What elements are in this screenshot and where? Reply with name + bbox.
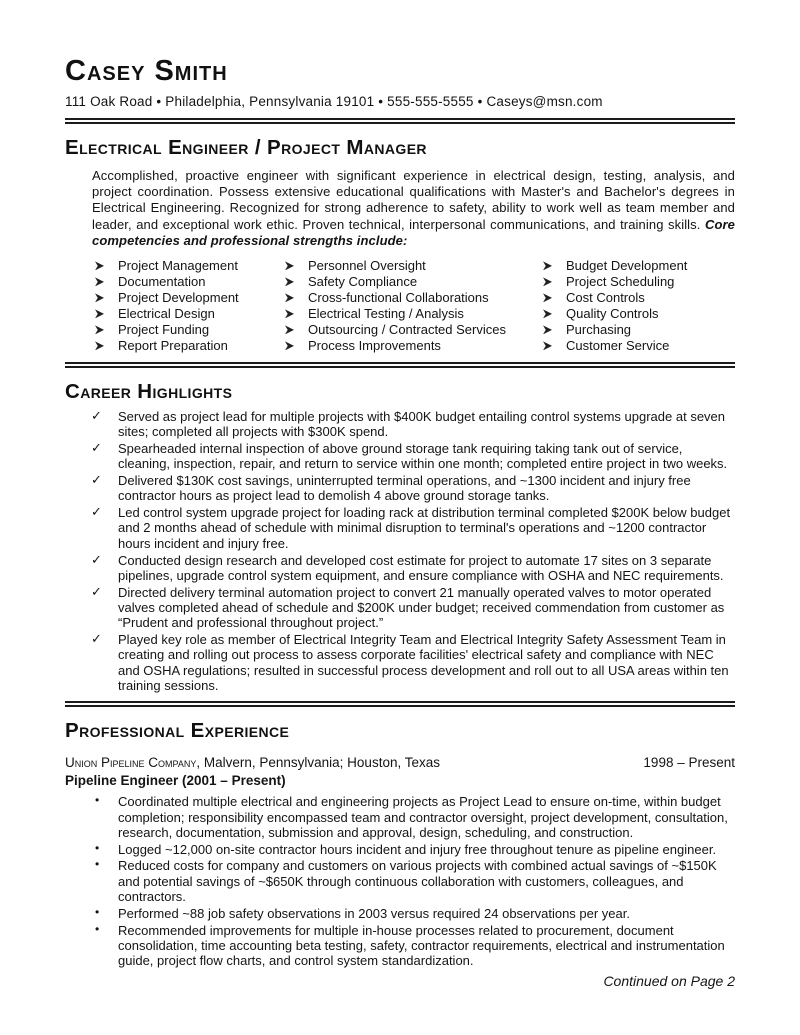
arrowhead-bullet-icon [543, 325, 552, 334]
highlight-text: Conducted design research and developed cost estimate for project to automate 17 sites on 3 separate pipelines, upgrade control system equipment, and ensure compliance with OSHA and NEC requirements. [118, 552, 724, 583]
competency-label: Project Development [118, 289, 239, 305]
dot-bullet-icon: • [95, 904, 100, 919]
arrowhead-bullet-icon [95, 309, 104, 318]
competency-label: Project Funding [118, 321, 210, 337]
summary-text: Accomplished, proactive engineer with significant experience in electrical design, testing, analysis, and project coordination. Possess extensive educational qualifications with Master's and Bachelor's degrees in Electrical Engineering. Recognized for strong adherence to safety, ability to work well as team member and leader, and exceptional work ethic. Proven technical, interpersonal communications, and training skills. [92, 167, 735, 232]
checkmark-bullet-icon: ✓ [91, 552, 102, 568]
section-heading-experience: Professional Experience [65, 719, 290, 743]
person-name: Casey Smith [65, 55, 228, 87]
arrowhead-bullet-icon [543, 293, 552, 302]
competency-item [95, 274, 285, 290]
arrowhead-bullet-icon [543, 341, 552, 350]
competency-label: Personnel Oversight [308, 257, 426, 273]
highlight-item [65, 585, 735, 631]
arrowhead-bullet-icon [95, 325, 104, 334]
competency-item [543, 274, 735, 290]
competency-label: Project Management [118, 257, 238, 273]
competency-item [285, 338, 543, 354]
competency-item [95, 338, 285, 354]
checkmark-bullet-icon: ✓ [91, 408, 102, 424]
checkmark-bullet-icon: ✓ [91, 505, 102, 521]
checkmark-bullet-icon: ✓ [91, 473, 102, 489]
highlight-text: Played key role as member of Electrical Integrity Team and Electrical Integrity Safety Assessment Team in creating and rolling out process to assess corporate facilities' electrical safety and compliance with NEC and OSHA regulations; resulted in successful process development and roll out to all USA areas within ten training sessions. [118, 632, 729, 693]
competency-item [285, 258, 543, 274]
competency-label: Documentation [118, 273, 206, 289]
arrowhead-bullet-icon [285, 325, 294, 334]
company-row [65, 754, 735, 771]
competency-label: Quality Controls [566, 305, 659, 321]
career-highlights-list [65, 409, 735, 693]
highlight-item [65, 553, 735, 584]
arrowhead-bullet-icon [95, 293, 104, 302]
dot-bullet-icon: • [95, 840, 100, 855]
arrowhead-bullet-icon [285, 261, 294, 270]
company-name: Union Pipeline Company [65, 755, 197, 771]
summary-paragraph [92, 168, 735, 249]
experience-bullet-list [65, 794, 735, 968]
competency-label: Purchasing [566, 321, 632, 337]
competency-label: Electrical Design [118, 305, 215, 321]
competency-label: Cross-functional Collaborations [308, 289, 489, 305]
competency-item [285, 290, 543, 306]
competency-item [285, 274, 543, 290]
competency-item [543, 322, 735, 338]
checkmark-bullet-icon: ✓ [91, 632, 102, 648]
competency-item [543, 258, 735, 274]
competency-column [95, 258, 285, 354]
experience-item [65, 858, 735, 904]
job-title: Pipeline Engineer (2001 – Present) [65, 773, 286, 789]
dot-bullet-icon: • [95, 921, 100, 936]
employment-dates: 1998 – Present [643, 755, 735, 771]
competency-label: Electrical Testing / Analysis [308, 305, 464, 321]
arrowhead-bullet-icon [285, 309, 294, 318]
dot-bullet-icon: • [95, 793, 100, 808]
competency-item [543, 290, 735, 306]
competency-column [543, 258, 735, 354]
experience-item [65, 923, 735, 969]
competency-column [285, 258, 543, 354]
competency-label: Project Scheduling [566, 273, 675, 289]
arrowhead-bullet-icon [95, 341, 104, 350]
experience-text: Logged ~12,000 on-site contractor hours incident and injury free throughout tenure as pipeline engineer. [118, 841, 717, 857]
competency-item [95, 290, 285, 306]
experience-item [65, 794, 735, 840]
section-heading-career-highlights: Career Highlights [65, 379, 233, 403]
highlight-item [65, 473, 735, 504]
company-line [65, 754, 440, 771]
competency-label: Process Improvements [308, 337, 441, 353]
competency-item [285, 306, 543, 322]
highlight-text: Directed delivery terminal automation project to convert 21 manually operated valves to motor operated valves completed ahead of schedule and $200K under budget; received commendation from customer as “Prudent and professional throughout project.” [118, 584, 725, 631]
arrowhead-bullet-icon [285, 277, 294, 286]
experience-text: Performed ~88 job safety observations in 2003 versus required 24 observations per year. [118, 905, 630, 921]
competency-label: Budget Development [566, 257, 688, 273]
arrowhead-bullet-icon [285, 341, 294, 350]
highlight-text: Served as project lead for multiple projects with $400K budget entailing control systems upgrade at seven sites; completed all projects with $300K spend. [118, 408, 726, 440]
highlight-text: Spearheaded internal inspection of above ground storage tank requiring taking tank out of service, cleaning, inspection, repair, and return to service within one month; completed entire project in two weeks. [118, 441, 728, 472]
competency-label: Report Preparation [118, 337, 228, 353]
arrowhead-bullet-icon [543, 277, 552, 286]
competency-columns [95, 258, 735, 354]
section-divider [65, 362, 735, 368]
dot-bullet-icon: • [95, 857, 100, 872]
competency-item [95, 322, 285, 338]
highlight-text: Led control system upgrade project for loading rack at distribution terminal completed $200K below budget and 2 months ahead of schedule with minimal disruption to terminal's operations and ~1200 contractor hours incident and injury free. [118, 505, 731, 551]
checkmark-bullet-icon: ✓ [91, 441, 102, 456]
arrowhead-bullet-icon [95, 277, 104, 286]
continued-note: Continued on Page 2 [603, 972, 735, 989]
highlight-item [65, 505, 735, 551]
highlight-item [65, 632, 735, 693]
experience-text: Reduced costs for company and customers on various projects with combined actual savings of ~$150K and potential savings of ~$650K through continuous collaboration with customers, colleagues, and contractors. [118, 858, 717, 905]
section-divider [65, 118, 735, 124]
experience-item [65, 906, 735, 921]
competency-label: Customer Service [566, 337, 670, 353]
highlight-item [65, 409, 735, 440]
contact-line: 111 Oak Road • Philadelphia, Pennsylvania 19101 • 555-555-5555 • Caseys@msn.com [65, 93, 603, 109]
competency-item [95, 258, 285, 274]
highlight-text: Delivered $130K cost savings, uninterrupted terminal operations, and ~1300 incident and injury free contractor hours as project lead to demolish 4 above ground storage tanks. [118, 473, 691, 504]
experience-item [65, 842, 735, 857]
company-location: , Malvern, Pennsylvania; Houston, Texas [196, 755, 440, 771]
competency-label: Outsourcing / Contracted Services [308, 321, 506, 337]
competency-label: Cost Controls [566, 289, 645, 305]
competency-item [95, 306, 285, 322]
section-divider [65, 701, 735, 707]
competency-item [543, 306, 735, 322]
competency-label: Safety Compliance [308, 273, 418, 289]
highlight-item [65, 441, 735, 472]
arrowhead-bullet-icon [95, 261, 104, 270]
arrowhead-bullet-icon [543, 309, 552, 318]
arrowhead-bullet-icon [543, 261, 552, 270]
experience-text: Coordinated multiple electrical and engineering projects as Project Lead to ensure on-time, within budget completion; responsibility encompassed team and contractor oversight, project development, consultation, research, documentation, submission and approval, design, scheduling, and construction. [118, 794, 728, 840]
arrowhead-bullet-icon [285, 293, 294, 302]
competency-item [285, 322, 543, 338]
checkmark-bullet-icon: ✓ [91, 584, 102, 600]
section-heading-objective: Electrical Engineer / Project Manager [65, 135, 427, 159]
experience-text: Recommended improvements for multiple in-house processes related to procurement, document consolidation, time accounting beta testing, safety, contractor requirements, electrical and instrumentation guide, project flow charts, and control system standardization. [118, 922, 725, 969]
competency-item [543, 338, 735, 354]
summary-emphasis: Core competencies and professional strengths include: [92, 216, 735, 248]
